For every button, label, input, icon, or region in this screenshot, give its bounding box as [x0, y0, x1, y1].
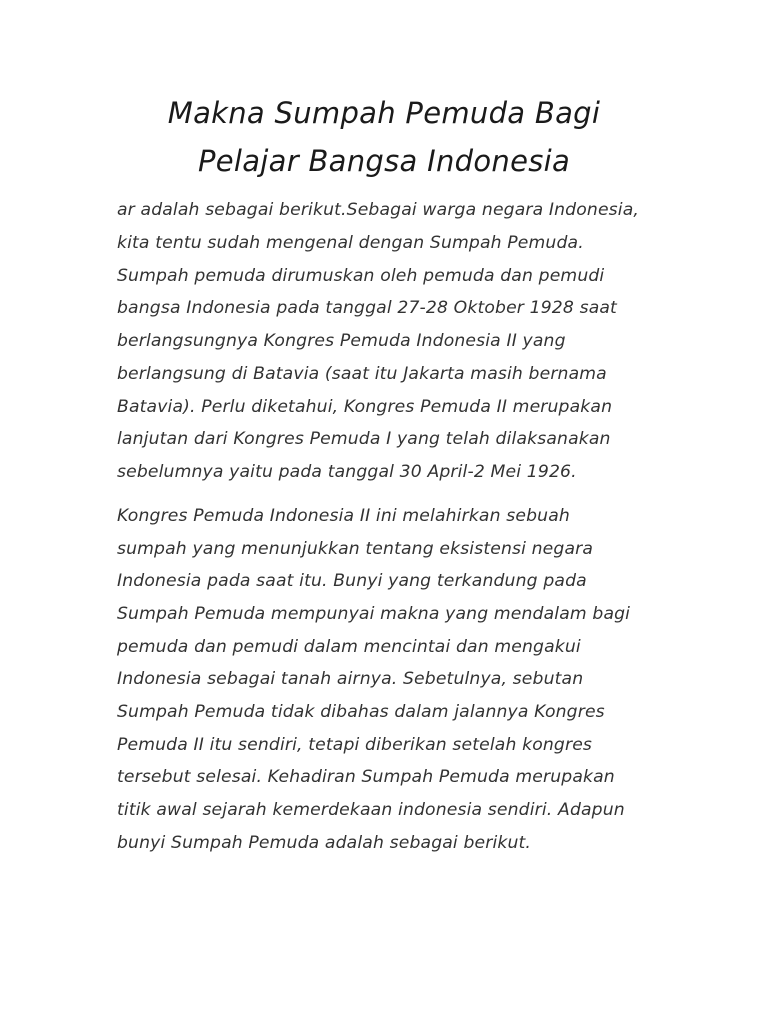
text-line: titik awal sejarah kemerdekaan indonesia sendiri. Adapun [117, 800, 625, 820]
text-line: Kongres Pemuda Indonesia II ini melahirkan sebuah [117, 506, 570, 526]
text-line: Sumpah pemuda dirumuskan oleh pemuda dan pemudi [117, 266, 605, 286]
text-line: sumpah yang menunjukkan tentang eksistensi negara [117, 539, 594, 559]
document-title-line-1: Makna Sumpah Pemuda Bagi [167, 96, 601, 130]
text-line: Sumpah Pemuda mempunyai makna yang mendalam bagi [117, 604, 631, 624]
text-line: berlangsungnya Kongres Pemuda Indonesia II yang [117, 331, 566, 351]
document-title-line-2: Pelajar Bangsa Indonesia [197, 144, 571, 178]
text-line: Pemuda II itu sendiri, tetapi diberikan setelah kongres [117, 735, 593, 755]
text-line: sebelumnya yaitu pada tanggal 30 April-2 Mei 1926. [117, 462, 577, 482]
text-line: Batavia). Perlu diketahui, Kongres Pemuda II merupakan [117, 397, 613, 417]
text-line: ar adalah sebagai berikut.Sebagai warga negara Indonesia, [117, 200, 640, 220]
text-line: bunyi Sumpah Pemuda adalah sebagai berikut. [117, 833, 532, 853]
text-line: Sumpah Pemuda tidak dibahas dalam jalannya Kongres [117, 702, 605, 722]
text-line: pemuda dan pemudi dalam mencintai dan mengakui [117, 637, 581, 657]
text-line: lanjutan dari Kongres Pemuda I yang telah dilaksanakan [117, 429, 611, 449]
text-line: berlangsung di Batavia (saat itu Jakarta masih bernama [117, 364, 607, 384]
text-line: tersebut selesai. Kehadiran Sumpah Pemuda merupakan [117, 767, 615, 787]
text-line: kita tentu sudah mengenal dengan Sumpah Pemuda. [117, 233, 584, 253]
text-line: bangsa Indonesia pada tanggal 27-28 Oktober 1928 saat [117, 298, 617, 318]
text-line: Indonesia pada saat itu. Bunyi yang terkandung pada [117, 571, 587, 591]
text-line: Indonesia sebagai tanah airnya. Sebetulnya, sebutan [117, 669, 584, 689]
